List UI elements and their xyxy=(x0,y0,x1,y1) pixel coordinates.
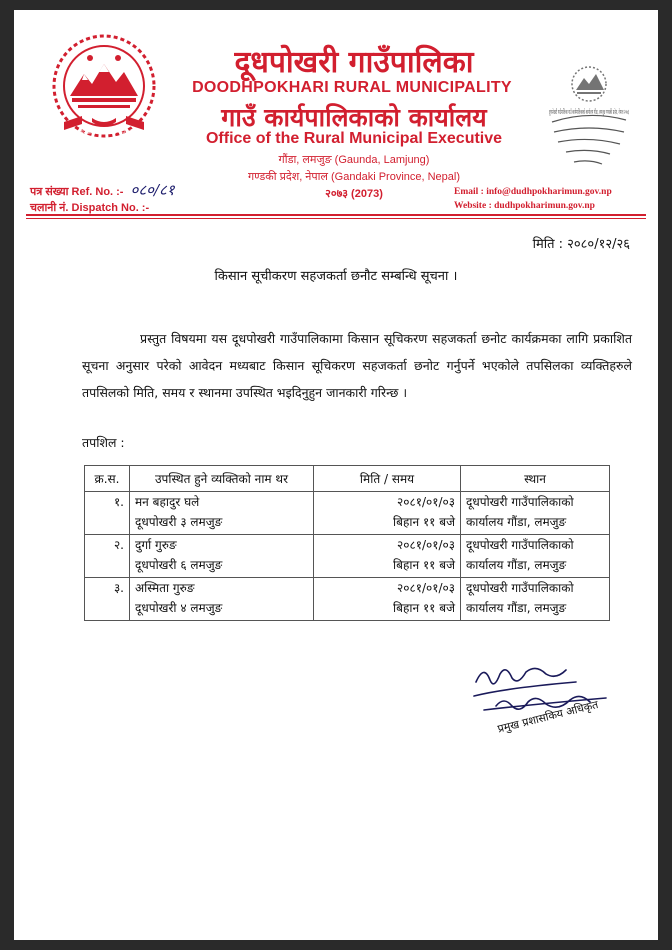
municipality-name-nepali: दूधपोखरी गाउँपालिका xyxy=(234,45,474,80)
name-cell xyxy=(130,535,314,578)
place-line-2: कार्यालय गौंडा, लमजुङ xyxy=(466,515,567,529)
place-line-1: दूधपोखरी गाउँपालिकाको xyxy=(466,495,574,509)
letter-body-text: प्रस्तुत विषयमा यस दूधपोखरी गाउँपालिकामा किसान सूचिकरण सहजकर्ता छनोट कार्यक्रमका लागि प्रकाशित सूचना अनुसार परेको आवेदन मध्यबाट किसान सूचिकरण सहजकर्ता छनोट गर्नुपर्ने भएकोले तपसिलका व्यक्तिहरुले तपसिलको मिति, समय र स्थानमा उपस्थित भइदिनुहुन जानकारी गरिन्छ । xyxy=(82,331,632,400)
address-line-1: गौंडा, लमजुङ (Gaunda, Lamjung) xyxy=(278,154,430,166)
dispatch-no: चलानी नं. Dispatch No. :- xyxy=(30,202,150,214)
signatory-designation: प्रमुख प्रशासकिय अधिकृत xyxy=(496,697,600,736)
meeting-date: २०८१/०१/०३ xyxy=(396,581,455,595)
place-cell xyxy=(461,492,610,535)
meeting-time: बिहान ११ बजे xyxy=(393,558,455,572)
serial-cell: २. xyxy=(85,535,130,578)
office-stamp-icon xyxy=(544,62,634,172)
place-cell xyxy=(461,578,610,621)
datetime-cell xyxy=(314,535,461,578)
ref-value: ०८०/८१ xyxy=(130,181,175,199)
office-name-english: Office of the Rural Municipal Executive xyxy=(205,130,503,147)
serial-cell: १. xyxy=(85,492,130,535)
signature-lettering: विश्व १८६ २०८०/१२/२६ xyxy=(466,660,475,661)
name-cell xyxy=(130,492,314,535)
place-line-2: कार्यालय गौंडा, लमजुङ xyxy=(466,558,567,572)
stamp-lettering: दूधपोखरी गाउँपालिका गाउँ कार्यपालिकाको कार्यालय गौंडा, लमजुङ गण्डकी प्रदेश, नेपाल २०७३ xyxy=(549,108,629,116)
established-year: २०७३ (2073) xyxy=(325,188,383,200)
person-name: मन बहादुर घले xyxy=(135,495,200,509)
office-name-nepali: गाउँ कार्यपालिकाको कार्यालय xyxy=(221,103,487,132)
header-divider xyxy=(26,214,646,216)
tapshil-label: तपशिल : xyxy=(82,435,125,450)
meeting-date: २०८१/०१/०३ xyxy=(396,495,455,509)
municipality-name-english: DOODHPOKHARI RURAL MUNICIPALITY xyxy=(192,79,512,96)
place-line-2: कार्यालय गौंडा, लमजुङ xyxy=(466,601,567,615)
place-line-1: दूधपोखरी गाउँपालिकाको xyxy=(466,538,574,552)
person-address: दूधपोखरी ६ लमजुङ xyxy=(135,558,223,572)
letter-date: मिति : २०८०/१२/२६ xyxy=(532,237,630,252)
municipality-logo-icon xyxy=(52,34,156,138)
ref-no xyxy=(30,180,175,200)
datetime-cell xyxy=(314,492,461,535)
meeting-time: बिहान ११ बजे xyxy=(393,515,455,529)
logo-lettering: नेपाल सरकार, दूधपोखरी गाउँपालिका xyxy=(66,130,142,136)
letter-body xyxy=(82,325,632,406)
letter-page xyxy=(14,10,658,940)
email: Email : info@dudhpokharimun.gov.np xyxy=(454,187,612,197)
person-address: दूधपोखरी ३ लमजुङ xyxy=(135,515,223,529)
place-cell xyxy=(461,535,610,578)
table-header-row xyxy=(85,466,610,492)
table-row xyxy=(85,492,610,535)
serial-cell: ३. xyxy=(85,578,130,621)
column-header: स्थान xyxy=(461,466,610,492)
table-row xyxy=(85,578,610,621)
name-cell xyxy=(130,578,314,621)
ref-label: पत्र संख्या Ref. No. :- xyxy=(30,186,124,198)
column-header: मिति / समय xyxy=(314,466,461,492)
meeting-date: २०८१/०१/०३ xyxy=(396,538,455,552)
website: Website : dudhpokharimun.gov.np xyxy=(454,201,595,211)
column-header: क्र.स. xyxy=(85,466,130,492)
place-line-1: दूधपोखरी गाउँपालिकाको xyxy=(466,581,574,595)
person-name: दुर्गा गुरुङ xyxy=(135,538,177,552)
person-address: दूधपोखरी ४ लमजुङ xyxy=(135,601,223,615)
attendance-table xyxy=(84,465,610,621)
table-row xyxy=(85,535,610,578)
column-header: उपस्थित हुने व्यक्तिको नाम थर xyxy=(130,466,314,492)
meeting-time: बिहान ११ बजे xyxy=(393,601,455,615)
person-name: अस्मिता गुरुङ xyxy=(135,581,195,595)
datetime-cell xyxy=(314,578,461,621)
letter-subject: किसान सूचीकरण सहजकर्ता छनौट सम्बन्धि सूचना । xyxy=(214,269,458,284)
header-divider-thin xyxy=(26,218,646,219)
address-line-2: गण्डकी प्रदेश, नेपाल (Gandaki Province, Nepal) xyxy=(247,171,461,183)
